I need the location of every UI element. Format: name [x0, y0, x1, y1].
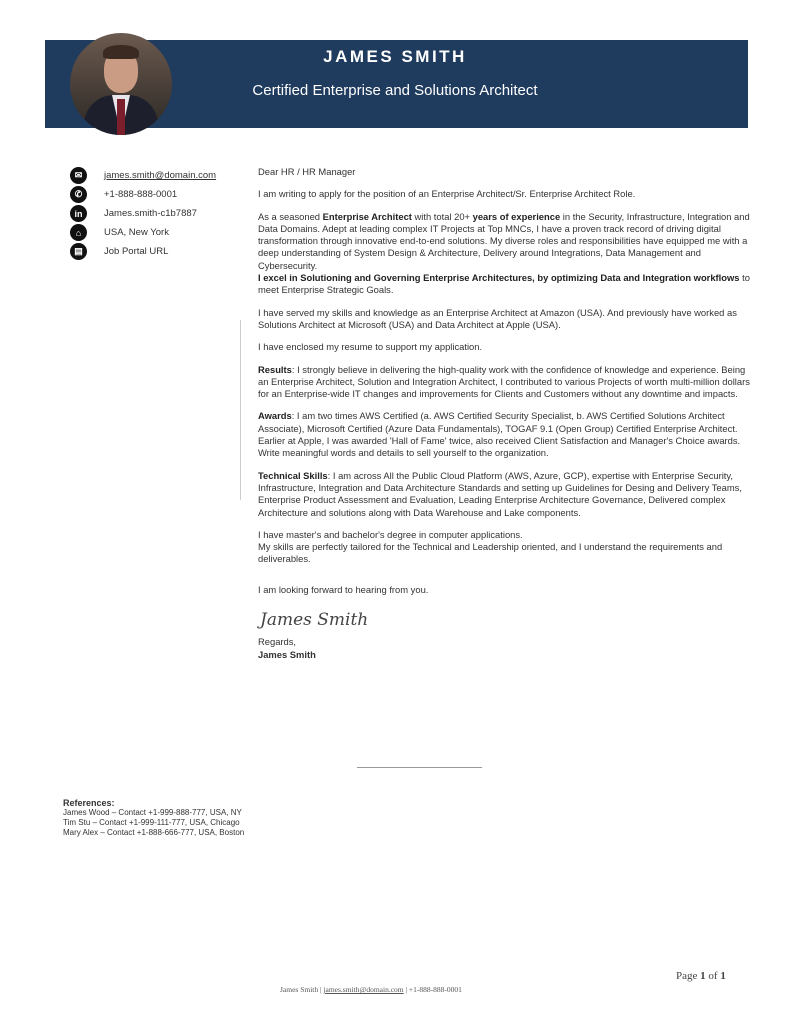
email-link[interactable]: james.smith@domain.com — [104, 170, 217, 181]
footer: James Smith | james.smith@domain.com | +1-888-888-0001 — [280, 985, 462, 994]
references — [63, 798, 244, 838]
contact-portal — [70, 242, 216, 261]
reference-item: Mary Alex – Contact +1-888-666-777, USA, Boston — [63, 828, 245, 837]
signature: James Smith — [260, 610, 369, 631]
salutation: Dear HR / HR Manager — [258, 166, 356, 177]
profile-photo — [70, 33, 172, 135]
divider-line — [240, 320, 241, 500]
references-heading: References: — [63, 798, 115, 808]
signature-rule — [357, 767, 482, 768]
resume-paragraph: I have enclosed my resume to support my application. — [258, 341, 483, 353]
reference-item: Tim Stu – Contact +1-999-111-777, USA, Chicago — [63, 818, 240, 827]
reference-item: James Wood – Contact +1-999-888-777, USA, NY — [63, 808, 242, 817]
phone-text: +1-888-888-0001 — [104, 189, 178, 200]
signoff-name: James Smith — [258, 648, 316, 660]
location-text: USA, New York — [104, 227, 169, 238]
letter-body — [258, 166, 750, 661]
skills-paragraph: Technical Skills: I am across All the Public Cloud Platform (AWS, Azure, GCP), expertise with Enterprise Security, Infrastructure, Integration and Data Architecture Standards and setting up Guidelines for Desing and Delivery Teams, Enterprise Product Assessment and Evaluation, Leading Enterprise Architecture Governance, Delivered complex Architecture and solutions along with Data Warehouse and Lake components. — [258, 469, 742, 518]
footer-email-link[interactable]: james.smith@domain.com — [323, 985, 404, 994]
candidate-name: JAMES SMITH — [323, 47, 467, 66]
portal-icon: ▤ — [70, 243, 87, 260]
experience-paragraph: As a seasoned Enterprise Architect with total 20+ years of experience in the Security, Infrastructure, Integration and Data Domains. Adept at leading complex IT Projects at Top MNCs, I have a proven track record of driving digital transformation through innovative end-to-end solutions. My diverse roles and responsibilities have equipped me with a deep understanding of System Design & Architecture, Delivery around Integrations, Data Management and Cybersecurity. I excel in Solutioning and Governing Enterprise Architectures, by optimizing Data and Integration workflows to meet Enterprise Strategic Goals. — [258, 210, 750, 296]
page-number: Page 1 of 1 — [676, 970, 726, 982]
roles-paragraph: I have served my skills and knowledge as an Enterprise Architect at Amazon (USA). And previously have worked as Solutions Architect at Microsoft (USA) and Data Architect at Apple (USA). — [258, 306, 737, 330]
education-paragraph: I have master's and bachelor's degree in computer applications. My skills are perfectly tailored for the Technical and Leadership oriented, and I understand the requirements and deliverables. — [258, 528, 723, 565]
contact-email[interactable] — [70, 166, 216, 185]
portal-text: Job Portal URL — [104, 246, 169, 257]
awards-paragraph: Awards: I am two times AWS Certified (a. AWS Certified Security Specialist, b. AWS Certified Solutions Architect Associate), Microsoft Certified (Azure Data Fundamentals), TOGAF 9.1 (Open Group) Certified Enterprise Architect. Earlier at Apple, I was awarded 'Hall of Fame' twice, also received Client Satisfaction and Manager's Choice awards. Write meaningful words and details to sell yourself to the organization. — [258, 410, 741, 459]
linkedin-text: James.smith-c1b7887 — [104, 208, 197, 219]
candidate-title: Certified Enterprise and Solutions Architect — [252, 82, 538, 99]
regards: Regards, — [258, 636, 297, 648]
contact-list — [70, 166, 216, 261]
intro-paragraph: I am writing to apply for the position of an Enterprise Architect/Sr. Enterprise Architect Role. — [258, 188, 636, 200]
whatsapp-icon: ✆ — [70, 186, 87, 203]
closing-line: I am looking forward to hearing from you. — [258, 583, 429, 595]
contact-linkedin — [70, 204, 216, 223]
linkedin-icon: in — [70, 205, 87, 222]
email-icon: ✉ — [70, 167, 87, 184]
home-icon: ⌂ — [70, 224, 87, 241]
results-paragraph: Results: I strongly believe in delivering the high-quality work with the confidence of knowledge and experience. Being an Enterprise Architect, Solution and Integration Architect, I contributed to various Projects of worth multi-million dollars for an Enterprise-wide IT changes and improvements for Clients and Customers without any downtime and impacts. — [258, 363, 750, 400]
contact-location — [70, 223, 216, 242]
contact-phone — [70, 185, 216, 204]
